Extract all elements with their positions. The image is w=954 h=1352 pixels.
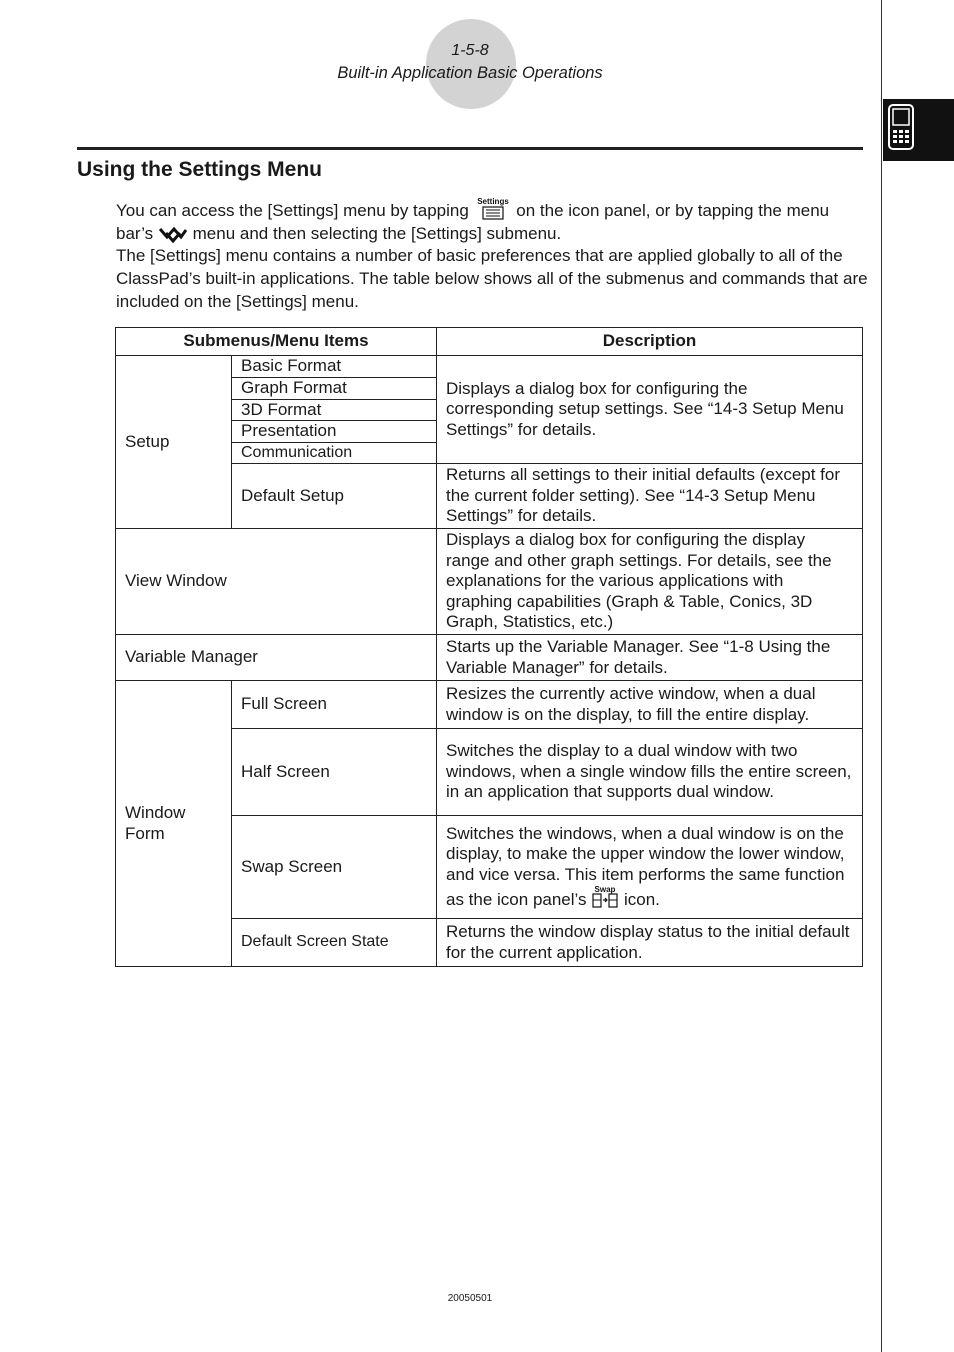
svg-text:Settings: Settings — [476, 198, 509, 206]
settings-menu-table — [115, 327, 863, 967]
table-row — [116, 356, 863, 378]
view-window-description: Displays a dialog box for configuring the display range and other graph settings. For details, see the explanations for the various applications with graphing capabilities (Graph & Table, Conics, 3D Graph, Statistics, etc.) — [437, 529, 863, 635]
calculator-icon — [888, 104, 914, 150]
menu-item-presentation: Presentation — [232, 421, 437, 443]
menu-item-default-screen-state: Default Screen State — [232, 919, 437, 967]
svg-text:Swap: Swap — [594, 885, 616, 894]
section-rule — [77, 147, 863, 150]
intro-text — [116, 198, 868, 314]
setup-items-description: Displays a dialog box for configuring the corresponding setup settings. See “14-3 Setup Menu Settings” for details. — [437, 356, 863, 464]
menu-item-default-setup: Default Setup — [232, 464, 437, 529]
default-setup-description: Returns all settings to their initial defaults (except for the current folder setting). See “14-3 Setup Menu Settings” for details. — [437, 464, 863, 529]
menu-item-3d-format: 3D Format — [232, 399, 437, 421]
menu-item-full-screen: Full Screen — [232, 681, 437, 729]
menu-chevron-icon — [158, 225, 188, 243]
menu-item-swap-screen: Swap Screen — [232, 816, 437, 919]
table-header-row — [116, 328, 863, 356]
swap-screen-description: Switches the windows, when a dual window is on the display, to make the upper window the lower window, and vice versa. This item performs the same function as the icon panel’s Swap icon. — [437, 816, 863, 919]
chapter-tab — [883, 99, 954, 161]
table-row — [116, 681, 863, 729]
margin-divider — [881, 0, 882, 1352]
menu-item-half-screen: Half Screen — [232, 729, 437, 816]
variable-manager-description: Starts up the Variable Manager. See “1-8 Using the Variable Manager” for details. — [437, 635, 863, 681]
header-description: Description — [437, 328, 863, 356]
table-row — [116, 635, 863, 681]
menu-item-graph-format: Graph Format — [232, 378, 437, 400]
default-screen-description: Returns the window display status to the initial default for the current application. — [437, 919, 863, 967]
submenu-setup: Setup — [116, 356, 232, 529]
submenu-variable-manager: Variable Manager — [116, 635, 437, 681]
settings-icon — [474, 198, 512, 220]
intro-paragraph-1: You can access the [Settings] menu by tapping Settings on the icon panel, or by tapping the menu bar’s menu and then selecting the [Settings] submenu. — [116, 198, 830, 243]
page-number: 1-5-8 — [451, 42, 489, 59]
menu-item-communication: Communication — [232, 442, 437, 464]
swap-icon — [591, 885, 619, 909]
intro-paragraph-2: The [Settings] menu contains a number of basic preferences that are applied globally to all of the ClassPad’s built-in applications. The table below shows all of the submenus and commands that are included on the [Settings] menu. — [116, 246, 868, 311]
submenu-view-window: View Window — [116, 529, 437, 635]
table-row — [116, 529, 863, 635]
menu-item-basic-format: Basic Format — [232, 356, 437, 378]
full-screen-description: Resizes the currently active window, when a dual window is on the display, to fill the entire display. — [437, 681, 863, 729]
footer-code: 20050501 — [447, 1293, 493, 1304]
chapter-title: Built-in Application Basic Operations — [337, 64, 603, 82]
half-screen-description: Switches the display to a dual window with two windows, when a single window fills the entire screen, in an application that supports dual window. — [437, 729, 863, 816]
header-submenus: Submenus/Menu Items — [116, 328, 437, 356]
section-title: Using the Settings Menu — [77, 158, 323, 181]
submenu-window-form: Window Form — [116, 681, 232, 967]
